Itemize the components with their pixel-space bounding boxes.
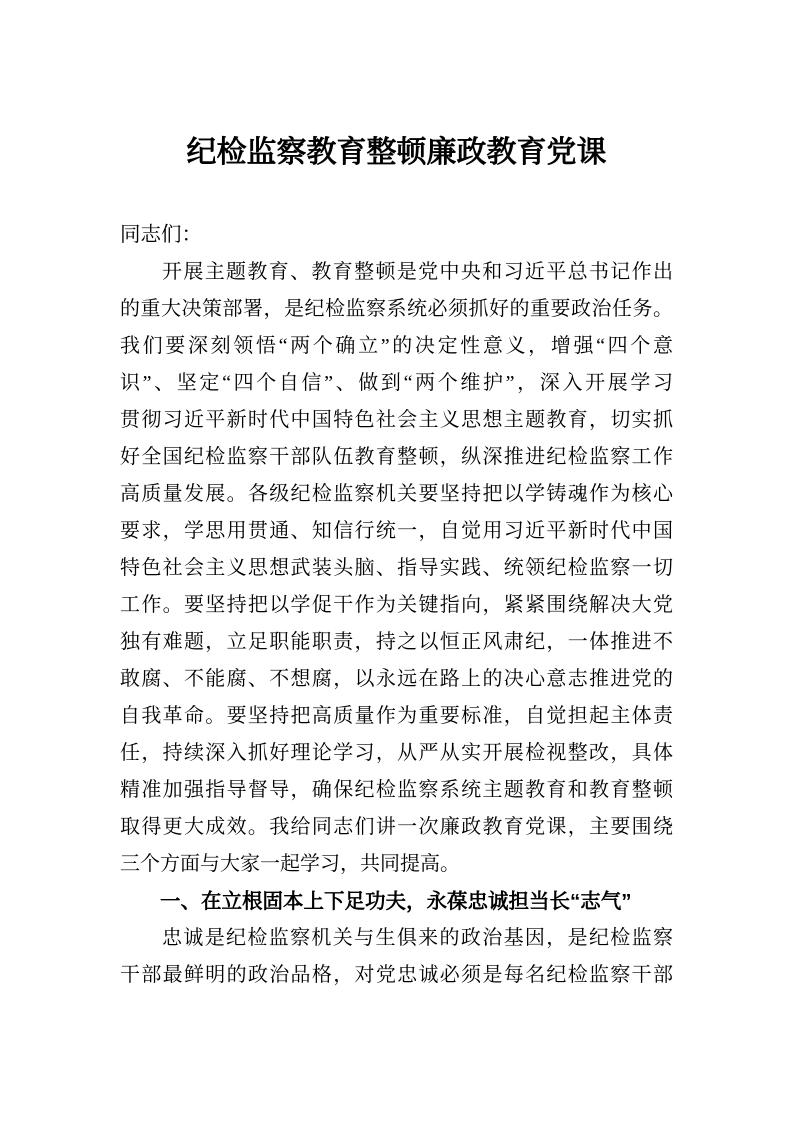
section-heading-1: 一、在立根固本上下足功夫，永葆忠诚担当长“志气”	[160, 890, 632, 913]
document-content	[120, 0, 673, 994]
salutation-line: 同志们：	[120, 224, 202, 246]
text-line: 忠诚是纪检监察机关与生俱来的政治基因，是纪检监察	[162, 927, 673, 949]
text-line: 我们要深刻领悟“两个确立”的决定性意义，增强“四个意	[120, 335, 673, 357]
text-line: 三个方面与大家一起学习，共同提高。	[120, 853, 460, 875]
text-line: 工作。要坚持把以学促干作为关键指向，紧紧围绕解决大党	[120, 594, 673, 616]
text-line: 贯彻习近平新时代中国特色社会主义思想主题教育，切实抓	[120, 409, 673, 431]
text-line: 独有难题，立足职能职责，持之以恒正风肃纪，一体推进不	[120, 631, 673, 653]
paragraph-opening	[120, 254, 673, 883]
text-line: 好全国纪检监察干部队伍教育整顿，纵深推进纪检监察工作	[120, 446, 673, 468]
text-line: 任，持续深入抓好理论学习，从严从实开展检视整改，具体	[120, 742, 673, 764]
paragraph-section-1	[120, 920, 673, 994]
text-line: 高质量发展。各级纪检监察机关要坚持把以学铸魂作为核心	[120, 483, 673, 505]
text-line: 敢腐、不能腐、不想腐，以永远在路上的决心意志推进党的	[120, 668, 673, 690]
text-line: 开展主题教育、教育整顿是党中央和习近平总书记作出	[162, 261, 673, 283]
text-line: 取得更大成效。我给同志们讲一次廉政教育党课，主要围绕	[120, 816, 673, 838]
text-line: 要求，学思用贯通、知信行统一，自觉用习近平新时代中国	[120, 520, 673, 542]
text-line: 特色社会主义思想武装头脑、指导实践、统领纪检监察一切	[120, 557, 673, 579]
text-line: 的重大决策部署，是纪检监察系统必须抓好的重要政治任务。	[120, 298, 673, 320]
text-line: 干部最鲜明的政治品格，对党忠诚必须是每名纪检监察干部	[120, 964, 673, 986]
document-title: 纪检监察教育整顿廉政教育党课	[186, 136, 607, 169]
text-line: 识”、坚定“四个自信”、做到“两个维护”，深入开展学习	[120, 372, 673, 394]
text-line: 精准加强指导督导，确保纪检监察系统主题教育和教育整顿	[120, 779, 673, 801]
text-line: 自我革命。要坚持把高质量作为重要标准，自觉担起主体责	[120, 705, 673, 727]
